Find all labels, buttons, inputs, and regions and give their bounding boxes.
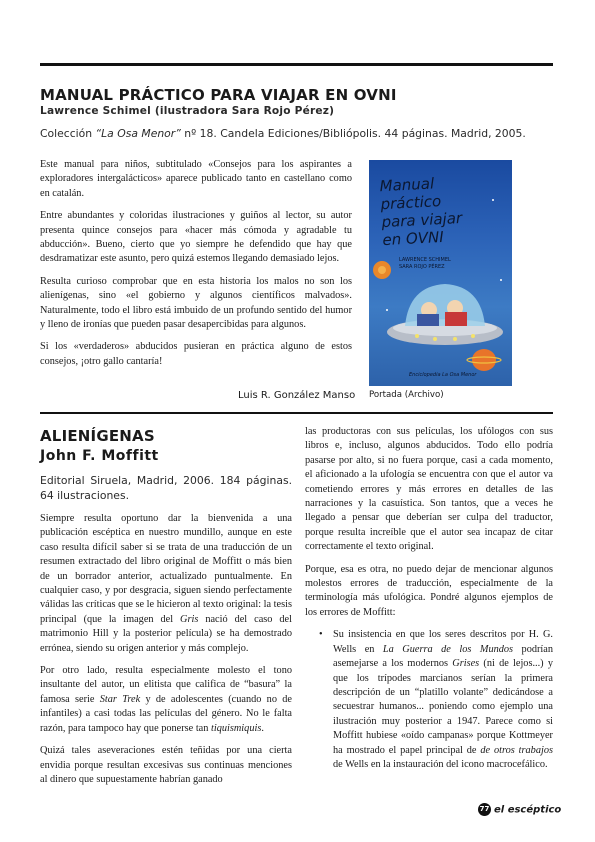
review-signature: Luis R. González Manso [238,390,356,401]
paragraph: Siempre resulta oportuno dar la bienvenida a una publicación escéptica en nuestro mundillo, aunque en este caso resulta difícil saber si se trata de una traducción de un resumen extractado del libro original de Moffitt o más bien de un borrador anterior, actualizado puntualmente. En cualquier caso, y por desgracia, siguen siendo perfectamente válidas las críticas que se le hicieron al texto original: la tesis principal (que la imagen del Gris nació del caso del matrimonio Hill y la posterior película) se ha demostrado errónea, siendo su origen anterior y más complejo. [40,513,292,654]
paragraph: Si los «verdaderos» abducidos pusieran en práctica alguno de estos consejos, ¡otro gallo cantaría! [40,341,352,367]
cover-authors: LAWRENCE SCHIMEL SARA ROJO PÉREZ [399,257,451,270]
paragraph: Entre abundantes y coloridas ilustraciones y guiños al lector, su autor presenta quince consejos para «hacer más cómoda y agradable tu abducción». Bueno, cierto que yo siempre he defendido que hay que desdramatizar este asunto, pero quizá estemos llegando demasiado lejos. [40,210,352,265]
paragraph: las productoras con sus películas, los ufólogos con sus libros e, incluso, algunos abducidos. Todo ello podría pasarse por alto, si no fuera porque, casi a cada momento, el aficionado a la ufología se encuentra con que el autor va cometiendo errores y más errores en detalles de las narraciones y la casuística. Son tantos, que a veces he llegado a pensar que deberían ser culpa del traductor, porque resulta increíble que el autor sea incapaz de citar correctamente el texto original. [305,426,553,553]
paragraph: Porque, esa es otra, no puedo dejar de mencionar algunos molestos errores de traducción, especialmente de la terminología más ufológica. Pondré algunos ejemplos de los errores de Moffitt: [305,563,553,618]
review-body [40,158,352,377]
review-authors: Lawrence Schimel (ilustradora Sara Rojo Pérez) [40,105,335,117]
bullet-item: • Su insistencia en que los seres descritos por H. G. Wells en La Guerra de los Mundos podrían asemejarse a los modernos Grises (ni de lejos...) y que los trípodes marcianos serían la primera descripción de un “platillo volante” dedicándose a secuestrar humanos... poniendo como ejemplo una ilustración muy posterior a 1947. Parece como si Moffitt hubiese «oído campanas» porque Kottmeyer ha mostrado el papel principal de de otros trabajos de Wells en la instauración del icono macrocefálico. [319,628,553,772]
cover-title: Manual práctico para viajar en OVNI [379,174,463,250]
page-footer [478,803,561,816]
page-number: 77 [478,803,491,816]
paragraph: Por otro lado, resulta especialmente molesto el tono insultante del autor, un elitista que califica de “basura” la famosa serie Star Trek y de adolescentes (cuando no de infantiles) a casi todas las películas del género. No le falta razón, para tampoco hay que ponerse tan tiquismiquis. [40,665,292,734]
publication-details: nº 18. Candela Ediciones/Bibliópolis. 44 páginas. Madrid, 2005. [180,127,526,140]
publication-prefix: Colección [40,127,96,140]
cover-publisher: Enciclopedia La Osa Menor [409,372,477,378]
cover-caption: Portada (Archivo) [369,390,444,400]
top-rule [40,63,553,66]
review-body-left [40,512,292,795]
ufo-illustration [369,160,512,386]
publication-info [40,127,526,140]
paragraph: Este manual para niños, subtitulado «Consejos para los aspirantes a exploradores intergalácticos» aparece publicado tanto en castellano como en catalán. [40,159,352,199]
review-title: ALIENÍGENAS [40,427,155,445]
book-cover-image [369,160,512,386]
review-body-right [305,425,553,780]
section-rule [40,412,553,414]
review-title: MANUAL PRÁCTICO PARA VIAJAR EN OVNI [40,86,397,104]
review-author: John F. Moffitt [40,448,159,464]
paragraph: Resulta curioso comprobar que en esta historia los malos no son los alienígenas, sino «el gobierno y algunos científicos malvados». Naturalmente, todo el libro está imbuido de un profundo sentido del humor y lleno de ironías que pueden pasar desapercibidas para algunos. [40,275,352,331]
paragraph: Quizá tales aseveraciones estén teñidas por una cierta envidia porque resultan excesivas sus continuas menciones al dinero que supuestamente habrían ganado [40,745,292,785]
publication-info: Editorial Siruela, Madrid, 2006. 184 páginas. 64 ilustraciones. [40,474,292,502]
magazine-name: el escéptico [494,804,562,816]
publication-series: “La Osa Menor” [95,127,181,140]
